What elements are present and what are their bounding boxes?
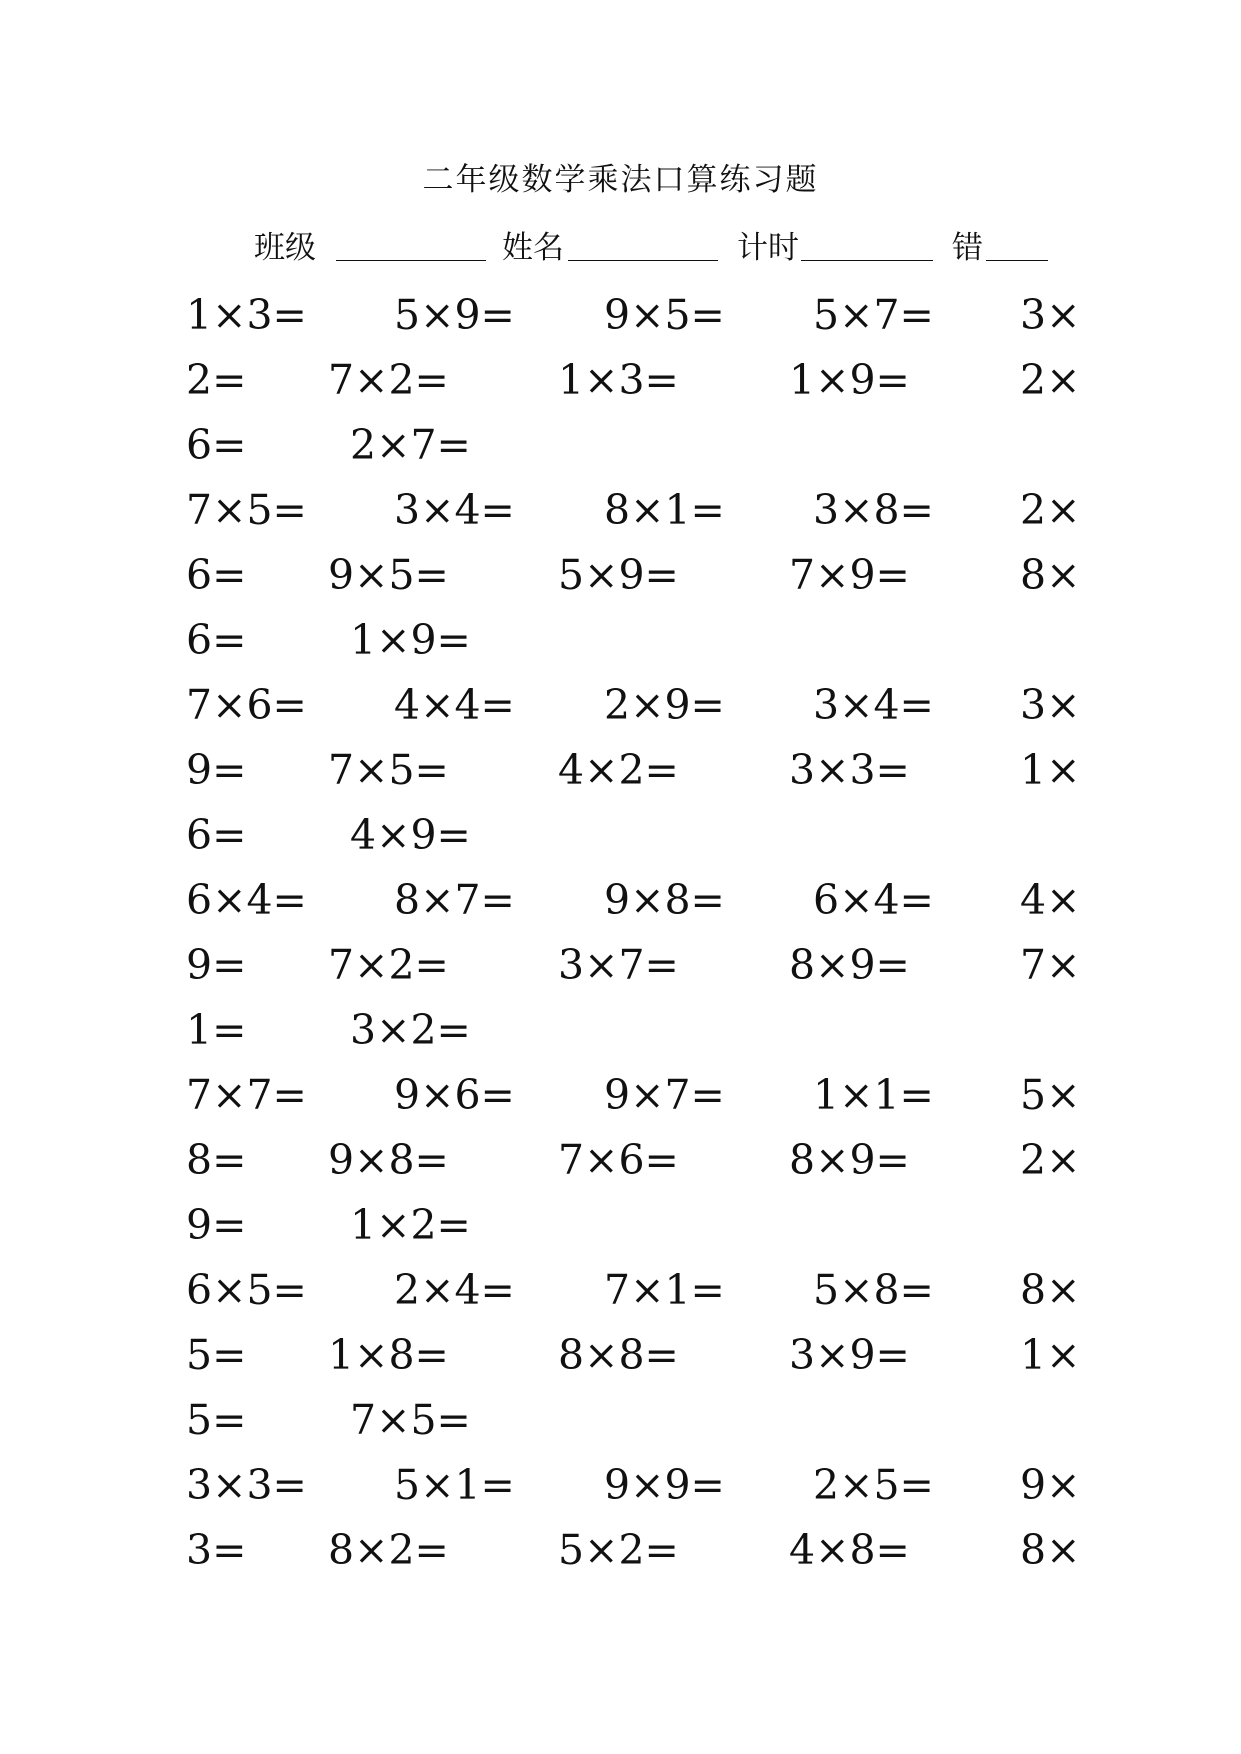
problem-item: 2= (186, 356, 247, 404)
problem-row (0, 673, 1241, 738)
problem-row (0, 868, 1241, 933)
problem-item: 4×4= (394, 681, 515, 729)
problem-item: 3×9= (789, 1331, 910, 1379)
time-blank[interactable] (801, 226, 933, 270)
problem-item: 9×7= (604, 1071, 725, 1119)
problem-item: 7×6= (558, 1136, 679, 1184)
errors-label: 错 (952, 230, 983, 266)
problem-item: 7×7= (186, 1071, 307, 1119)
problem-item: 3×3= (789, 746, 910, 794)
problem-item: 8×9= (789, 1136, 910, 1184)
problem-row (0, 1323, 1241, 1388)
problem-item: 5×9= (394, 291, 515, 339)
problem-item: 4× (1020, 876, 1081, 924)
problem-item: 1×9= (350, 616, 471, 664)
problem-item: 1×2= (350, 1201, 471, 1249)
problem-item: 9×5= (604, 291, 725, 339)
problem-item: 7×9= (789, 551, 910, 599)
problem-item: 5×9= (558, 551, 679, 599)
problem-item: 2×4= (394, 1266, 515, 1314)
problem-item: 9= (186, 941, 247, 989)
problem-item: 3×4= (394, 486, 515, 534)
problem-item: 8× (1020, 551, 1081, 599)
problem-row (0, 478, 1241, 543)
problem-item: 5×8= (813, 1266, 934, 1314)
problem-row (0, 543, 1241, 608)
problem-item: 3× (1020, 681, 1081, 729)
problem-item: 5×2= (558, 1526, 679, 1574)
problem-item: 6= (186, 551, 247, 599)
errors-blank[interactable] (986, 226, 1048, 270)
problem-item: 8× (1020, 1526, 1081, 1574)
problem-item: 3× (1020, 291, 1081, 339)
problem-item: 9×9= (604, 1461, 725, 1509)
name-blank[interactable] (568, 226, 718, 270)
problem-item: 6= (186, 616, 247, 664)
problem-item: 8×7= (394, 876, 515, 924)
problem-item: 2× (1020, 356, 1081, 404)
problem-item: 3×8= (813, 486, 934, 534)
problem-item: 6×4= (813, 876, 934, 924)
problem-item: 5×1= (394, 1461, 515, 1509)
problem-item: 2×7= (350, 421, 471, 469)
problem-item: 1×3= (186, 291, 307, 339)
problem-row (0, 348, 1241, 413)
problem-item: 6×4= (186, 876, 307, 924)
problem-row (0, 933, 1241, 998)
problem-item: 5= (186, 1396, 247, 1444)
problem-item: 3×7= (558, 941, 679, 989)
problem-item: 1×9= (789, 356, 910, 404)
problem-item: 5×7= (813, 291, 934, 339)
problem-row (0, 803, 1241, 868)
problem-row (0, 1388, 1241, 1453)
problem-item: 4×9= (350, 811, 471, 859)
class-blank[interactable] (336, 226, 486, 270)
problem-row (0, 413, 1241, 478)
problem-item: 2×5= (813, 1461, 934, 1509)
problem-row (0, 1258, 1241, 1323)
student-info-row (0, 226, 1241, 270)
problem-item: 7×5= (350, 1396, 471, 1444)
problem-item: 9= (186, 746, 247, 794)
problem-row (0, 738, 1241, 803)
problem-item: 6= (186, 421, 247, 469)
problem-item: 1× (1020, 746, 1081, 794)
problem-item: 9= (186, 1201, 247, 1249)
problem-item: 1×1= (813, 1071, 934, 1119)
problem-item: 7× (1020, 941, 1081, 989)
problem-item: 8×2= (328, 1526, 449, 1574)
problem-item: 9×6= (394, 1071, 515, 1119)
problem-item: 4×2= (558, 746, 679, 794)
problem-list (0, 283, 1241, 1583)
page-title: 二年级数学乘法口算练习题 (422, 162, 819, 198)
problem-item: 8×1= (604, 486, 725, 534)
problem-item: 7×6= (186, 681, 307, 729)
problem-item: 6×5= (186, 1266, 307, 1314)
problem-item: 8×9= (789, 941, 910, 989)
problem-item: 6= (186, 811, 247, 859)
problem-item: 9×8= (328, 1136, 449, 1184)
problem-item: 5× (1020, 1071, 1081, 1119)
problem-item: 3= (186, 1526, 247, 1574)
problem-item: 3×4= (813, 681, 934, 729)
problem-item: 8×8= (558, 1331, 679, 1379)
problem-item: 7×2= (328, 941, 449, 989)
problem-row (0, 1193, 1241, 1258)
problem-item: 1× (1020, 1331, 1081, 1379)
problem-row (0, 998, 1241, 1063)
problem-row (0, 608, 1241, 673)
problem-item: 5= (186, 1331, 247, 1379)
problem-row (0, 1518, 1241, 1583)
problem-row (0, 1453, 1241, 1518)
problem-item: 7×2= (328, 356, 449, 404)
problem-item: 4×8= (789, 1526, 910, 1574)
problem-item: 1×3= (558, 356, 679, 404)
problem-item: 3×3= (186, 1461, 307, 1509)
problem-row (0, 1063, 1241, 1128)
problem-item: 9×5= (328, 551, 449, 599)
problem-row (0, 283, 1241, 348)
problem-item: 8= (186, 1136, 247, 1184)
problem-item: 3×2= (350, 1006, 471, 1054)
problem-item: 7×1= (604, 1266, 725, 1314)
problem-row (0, 1128, 1241, 1193)
problem-item: 9× (1020, 1461, 1081, 1509)
problem-item: 7×5= (186, 486, 307, 534)
problem-item: 8× (1020, 1266, 1081, 1314)
problem-item: 1= (186, 1006, 247, 1054)
problem-item: 2× (1020, 1136, 1081, 1184)
problem-item: 2× (1020, 486, 1081, 534)
class-label: 班级 (254, 230, 316, 266)
problem-item: 7×5= (328, 746, 449, 794)
name-label: 姓名 (502, 230, 564, 266)
problem-item: 2×9= (604, 681, 725, 729)
problem-item: 1×8= (328, 1331, 449, 1379)
time-label: 计时 (737, 230, 799, 266)
problem-item: 9×8= (604, 876, 725, 924)
